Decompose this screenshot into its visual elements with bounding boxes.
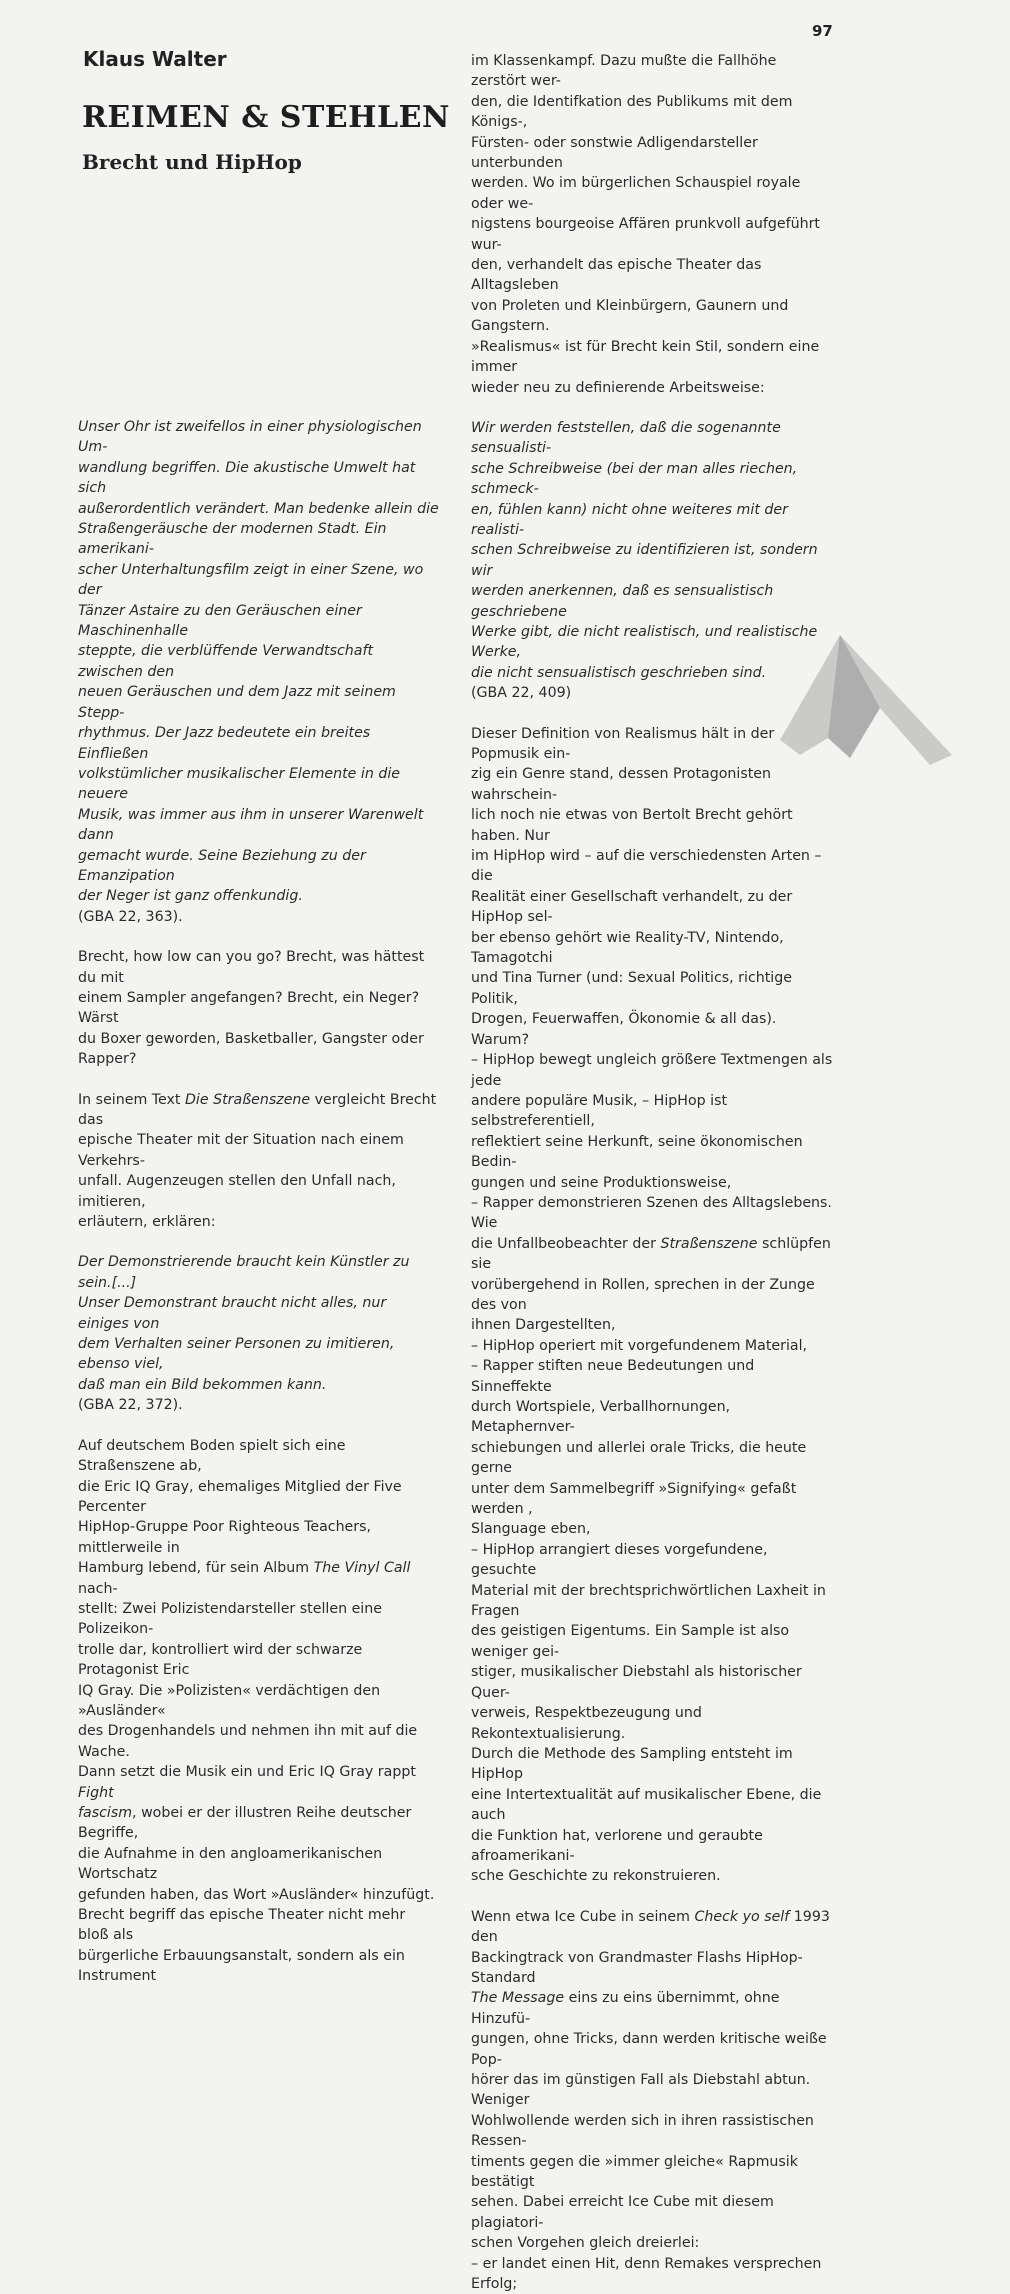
text-line: Realität einer Gesellschaft verhandelt, zu der HipHop sel-	[471, 888, 793, 926]
text-line: andere populäre Musik, – HipHop ist selbstreferentiell,	[471, 1092, 728, 1130]
left-text-column	[78, 417, 440, 1987]
text-segment: In seinem Text	[78, 1091, 185, 1108]
text-line: IQ Gray. Die »Polizisten« verdächtigen den »Ausländer«	[78, 1682, 381, 1719]
paragraph	[471, 51, 833, 398]
text-segment: die Unfallbeobeachter der	[471, 1235, 661, 1252]
paragraph-gap	[78, 1232, 440, 1252]
text-line: Musik, was immer aus ihm in unserer Warenwelt dann	[78, 806, 424, 844]
text-line: HipHop-Gruppe Poor Righteous Teachers, mittlerweile in	[78, 1519, 372, 1556]
text-segment: schlüpfen sie	[471, 1235, 831, 1273]
text-line: sche Schreibweise (bei der man alles riechen, schmeck-	[471, 460, 798, 498]
text-line: gungen und seine Produktionsweise,	[471, 1174, 732, 1191]
right-text-column	[471, 51, 833, 2294]
text-line: lich noch nie etwas von Bertolt Brecht gehört haben. Nur	[471, 807, 793, 844]
text-line: ihnen Dargestellten,	[471, 1317, 616, 1334]
text-line: Backingtrack von Grandmaster Flashs HipHop-Standard	[471, 1949, 803, 1986]
text-line: Brecht, how low can you go? Brecht, was hättest du mit	[78, 949, 425, 986]
text-line: eine Intertextualität auf musikalischer Ebene, die auch	[471, 1786, 822, 1824]
text-line: Straßengeräusche der modernen Stadt. Ein amerikani-	[78, 521, 387, 558]
text-line: ber ebenso gehört wie Reality-TV, Nintendo, Tamagotchi	[471, 929, 784, 967]
text-line	[471, 1988, 833, 2029]
text-segment: Fight	[78, 1784, 114, 1801]
text-line: Unser Demonstrant braucht nicht alles, nur einiges von	[78, 1295, 387, 1332]
text-line: gefunden haben, das Wort »Ausländer« hinzufügt.	[78, 1886, 435, 1903]
text-line: trolle dar, kontrolliert wird der schwarze Protagonist Eric	[78, 1641, 363, 1679]
text-line: (GBA 22, 372).	[78, 1397, 183, 1414]
text-line: erläutern, erklären:	[78, 1214, 216, 1231]
text-line: unfall. Augenzeugen stellen den Unfall nach, imitieren,	[78, 1173, 396, 1210]
paragraph-gap	[471, 704, 833, 724]
article-title: REIMEN & STEHLEN	[82, 100, 450, 135]
text-line: Wohlwollende werden sich in ihren rassistischen Ressen-	[471, 2112, 814, 2150]
text-line: Wir werden feststellen, daß die sogenannte sensualisti-	[471, 419, 781, 457]
text-line: epische Theater mit der Situation nach einem Verkehrs-	[78, 1132, 404, 1169]
paragraph	[78, 417, 440, 927]
text-line: den, die Identifkation des Publikums mit dem Königs-,	[471, 93, 793, 131]
text-line: gemacht wurde. Seine Beziehung zu der Emanzipation	[78, 847, 366, 884]
page-number: 97	[812, 22, 833, 40]
text-line: Brecht begriff das epische Theater nicht mehr bloß als	[78, 1907, 406, 1944]
text-line: – Rapper demonstrieren Szenen des Alltagslebens. Wie	[471, 1194, 832, 1232]
text-line	[78, 1558, 440, 1599]
text-line: Warum?	[471, 1031, 529, 1048]
paragraph	[78, 1252, 440, 1415]
text-line: schen Schreibweise zu identifizieren ist, sondern wir	[471, 542, 818, 579]
text-line: schiebungen und allerlei orale Tricks, die heute gerne	[471, 1439, 807, 1477]
text-line: hörer das im günstigen Fall als Diebstahl abtun. Weniger	[471, 2072, 811, 2109]
text-line: die nicht sensualistisch geschrieben sind.	[471, 664, 767, 681]
text-line	[78, 1803, 440, 1844]
text-line: rhythmus. Der Jazz bedeutete ein breites Einfließen	[78, 725, 371, 762]
text-line: sehen. Dabei erreicht Ice Cube mit diesem plagiatori-	[471, 2194, 774, 2231]
text-line	[78, 1762, 440, 1803]
text-line: nigstens bourgeoise Affären prunkvoll aufgeführt wur-	[471, 216, 820, 253]
text-line: du Boxer geworden, Basketballer, Gangster oder Rapper?	[78, 1030, 424, 1068]
text-line: werden. Wo im bürgerlichen Schauspiel royale oder we-	[471, 175, 801, 212]
text-line: volkstümlicher musikalischer Elemente in die neuere	[78, 765, 401, 803]
paragraph	[471, 418, 833, 704]
text-line: sche Geschichte zu rekonstruieren.	[471, 1868, 721, 1885]
text-line: Tänzer Astaire zu den Geräuschen einer Maschinenhalle	[78, 602, 362, 640]
text-segment: eins zu eins übernimmt, ohne Hinzufü-	[471, 1990, 780, 2027]
text-line: – HipHop operiert mit vorgefundenem Material,	[471, 1337, 808, 1354]
author-name: Klaus Walter	[83, 47, 227, 71]
text-segment: nach-	[78, 1580, 118, 1597]
text-line: Slanguage eben,	[471, 1521, 591, 1538]
text-line: Unser Ohr ist zweifellos in einer physiologischen Um-	[78, 419, 422, 456]
text-line: gungen, ohne Tricks, dann werden kritische weiße Pop-	[471, 2031, 827, 2068]
text-segment: Hamburg lebend, für sein Album	[78, 1560, 314, 1577]
text-line: der Neger ist ganz offenkundig.	[78, 888, 303, 905]
text-line: durch Wortspiele, Verballhornungen, Metaphernver-	[471, 1399, 731, 1436]
text-line: timents gegen die »immer gleiche« Rapmusik bestätigt	[471, 2153, 798, 2191]
text-line: Fürsten- oder sonstwie Adligendarsteller unterbunden	[471, 134, 758, 172]
text-segment: The Vinyl Call	[313, 1560, 411, 1577]
paragraph	[471, 724, 833, 1887]
text-segment: fascism	[78, 1805, 133, 1821]
text-line: reflektiert seine Herkunft, seine ökonomischen Bedin-	[471, 1133, 803, 1171]
text-line: zig ein Genre stand, dessen Protagonisten wahrschein-	[471, 766, 772, 803]
paragraph	[78, 1436, 440, 1987]
text-line: außerordentlich verändert. Man bedenke allein die	[78, 500, 439, 517]
paragraph-gap	[78, 1070, 440, 1090]
text-line: (GBA 22, 363).	[78, 908, 183, 925]
paragraph	[471, 1907, 833, 2294]
paragraph-gap	[471, 1887, 833, 1907]
text-line: (GBA 22, 409)	[471, 685, 572, 702]
text-line: – Rapper stiften neue Bedeutungen und Sinneffekte	[471, 1358, 755, 1395]
text-line: – HipHop arrangiert dieses vorgefundene, gesuchte	[471, 1541, 768, 1579]
text-line: von Proleten und Kleinbürgern, Gaunern und Gangstern.	[471, 297, 789, 335]
text-line: Drogen, Feuerwaffen, Ökonomie & all das).	[471, 1011, 777, 1028]
text-segment: , wobei er der illustren Reihe deutscher Begriffe,	[78, 1805, 412, 1842]
text-line: des Drogenhandels und nehmen ihn mit auf die Wache.	[78, 1723, 418, 1760]
text-line: Der Demonstrierende braucht kein Künstler zu sein.[...]	[78, 1254, 410, 1291]
text-line: – er landet einen Hit, denn Remakes versprechen Erfolg;	[471, 2255, 822, 2293]
paragraph	[78, 1090, 440, 1233]
text-segment: Straßenszene	[660, 1235, 758, 1252]
text-line: wieder neu zu definierende Arbeitsweise:	[471, 379, 765, 396]
text-line: Material mit der brechtsprichwörtlichen Laxheit in Fragen	[471, 1582, 826, 1620]
text-segment: Dann setzt die Musik ein und Eric IQ Gray rappt	[78, 1764, 416, 1781]
text-line: scher Unterhaltungsfilm zeigt in einer Szene, wo der	[78, 561, 424, 599]
text-line: schen Vorgehen gleich dreierlei:	[471, 2235, 700, 2252]
text-line: Auf deutschem Boden spielt sich eine Straßenszene ab,	[78, 1437, 346, 1475]
text-segment: Wenn etwa Ice Cube in seinem	[471, 1908, 695, 1925]
text-line: Durch die Methode des Sampling entsteht im HipHop	[471, 1745, 793, 1783]
text-line: Dieser Definition von Realismus hält in der Popmusik ein-	[471, 725, 775, 762]
text-line: – HipHop bewegt ungleich größere Textmengen als jede	[471, 1052, 833, 1089]
text-line: die Aufnahme in den angloamerikanischen Wortschatz	[78, 1845, 383, 1883]
text-line: neuen Geräuschen und dem Jazz mit seinem Stepp-	[78, 684, 396, 721]
text-line: unter dem Sammelbegriff »Signifying« gefaßt werden ,	[471, 1480, 797, 1518]
text-segment: vergleicht Brecht das	[78, 1091, 437, 1128]
paragraph-gap	[78, 1416, 440, 1436]
text-line: daß man ein Bild bekommen kann.	[78, 1376, 327, 1393]
text-segment: Die Straßenszene	[185, 1091, 311, 1108]
text-line: vorübergehend in Rollen, sprechen in der Zunge des von	[471, 1276, 815, 1313]
paragraph-gap	[78, 927, 440, 947]
text-line: die Eric IQ Gray, ehemaliges Mitglied der Five Percenter	[78, 1478, 402, 1515]
text-line: den, verhandelt das epische Theater das Alltagsleben	[471, 257, 762, 294]
paragraph	[78, 947, 440, 1069]
article-subtitle: Brecht und HipHop	[82, 150, 302, 174]
text-segment: The Message	[471, 1990, 565, 2007]
text-line	[78, 1090, 440, 1131]
text-line: die Funktion hat, verlorene und geraubte afroamerikani-	[471, 1827, 763, 1864]
text-line: Werke gibt, die nicht realistisch, und realistische Werke,	[471, 623, 818, 661]
text-line	[471, 1234, 833, 1275]
paragraph-gap	[471, 398, 833, 418]
text-line: und Tina Turner (und: Sexual Politics, richtige Politik,	[471, 970, 792, 1007]
text-segment: Check yo self	[694, 1908, 790, 1925]
text-line: wandlung begriffen. Die akustische Umwelt hat sich	[78, 459, 416, 497]
text-line: dem Verhalten seiner Personen zu imitieren, ebenso viel,	[78, 1336, 395, 1373]
text-line: des geistigen Eigentums. Ein Sample ist also weniger gei-	[471, 1623, 790, 1660]
text-line: bürgerliche Erbauungsanstalt, sondern als ein Instrument	[78, 1947, 405, 1985]
text-line: steppte, die verblüffende Verwandtschaft zwischen den	[78, 643, 374, 680]
text-segment: 1993 den	[471, 1908, 830, 1946]
text-line: werden anerkennen, daß es sensualistisch geschriebene	[471, 583, 774, 620]
text-line	[471, 1907, 833, 1948]
text-line: im Klassenkampf. Dazu mußte die Fallhöhe zerstört wer-	[471, 53, 777, 90]
text-line: verweis, Respektbezeugung und Rekontextualisierung.	[471, 1705, 702, 1742]
text-line: en, fühlen kann) nicht ohne weiteres mit der realisti-	[471, 501, 788, 538]
text-line: einem Sampler angefangen? Brecht, ein Neger? Wärst	[78, 989, 420, 1027]
text-line: »Realismus« ist für Brecht kein Stil, sondern eine immer	[471, 338, 820, 376]
text-line: stiger, musikalischer Diebstahl als historischer Quer-	[471, 1664, 802, 1701]
text-line: stellt: Zwei Polizistendarsteller stellen eine Polizeikon-	[78, 1600, 382, 1638]
text-line: im HipHop wird – auf die verschiedensten Arten – die	[471, 848, 822, 885]
